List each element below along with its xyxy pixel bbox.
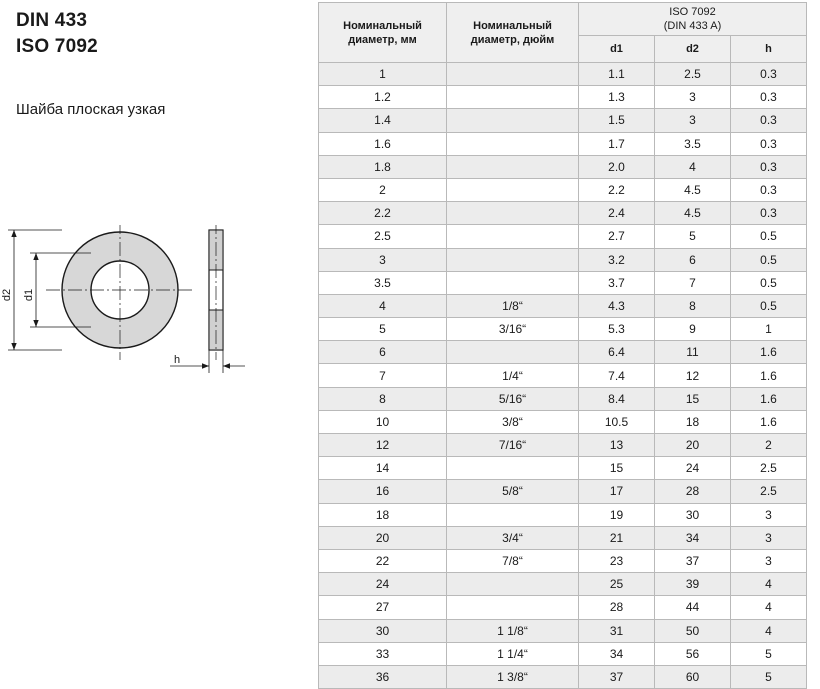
cell-nominal-in: [447, 202, 579, 225]
cell-nominal-in: 1/8“: [447, 294, 579, 317]
dimension-label-d2: d2: [1, 288, 13, 302]
cell-d2: 3.5: [655, 132, 731, 155]
cell-h: 3: [731, 549, 807, 572]
table-row: [319, 619, 807, 642]
specification-table: [318, 2, 807, 689]
cell-d1: 34: [579, 642, 655, 665]
table-row: [319, 294, 807, 317]
cell-nominal-mm: 7: [319, 364, 447, 387]
table-row: [319, 202, 807, 225]
cell-d2: 56: [655, 642, 731, 665]
cell-d2: 50: [655, 619, 731, 642]
cell-h: 1.6: [731, 341, 807, 364]
cell-d2: 3: [655, 109, 731, 132]
table-header: [319, 3, 807, 63]
table-row: [319, 457, 807, 480]
cell-nominal-in: 1/4“: [447, 364, 579, 387]
table-row: [319, 387, 807, 410]
cell-nominal-in: [447, 178, 579, 201]
standard-din: DIN 433: [16, 10, 88, 31]
cell-d2: 4: [655, 155, 731, 178]
cell-d1: 31: [579, 619, 655, 642]
cell-nominal-in: 1 1/4“: [447, 642, 579, 665]
cell-d1: 3.7: [579, 271, 655, 294]
cell-h: 0.5: [731, 248, 807, 271]
left-info-panel: [0, 0, 318, 641]
header-nominal-inch: [447, 3, 579, 63]
cell-h: 1.6: [731, 410, 807, 433]
header-nominal-mm-line1: Номинальный: [343, 19, 422, 32]
cell-d2: 44: [655, 596, 731, 619]
dimension-label-d1: d1: [23, 288, 35, 302]
cell-h: 4: [731, 596, 807, 619]
table-row: [319, 573, 807, 596]
table-row: [319, 503, 807, 526]
cell-h: 5: [731, 642, 807, 665]
table-row: [319, 248, 807, 271]
table-row: [319, 271, 807, 294]
cell-d2: 34: [655, 526, 731, 549]
washer-side-section-view: [209, 225, 223, 360]
cell-nominal-mm: 16: [319, 480, 447, 503]
cell-h: 0.3: [731, 86, 807, 109]
cell-nominal-mm: 30: [319, 619, 447, 642]
cell-nominal-in: 3/8“: [447, 410, 579, 433]
header-nominal-inch-line1: Номинальный: [473, 19, 552, 32]
cell-h: 0.3: [731, 132, 807, 155]
cell-nominal-mm: 1: [319, 63, 447, 86]
cell-h: 1: [731, 318, 807, 341]
cell-d2: 18: [655, 410, 731, 433]
cell-d2: 24: [655, 457, 731, 480]
table-body: [319, 63, 807, 689]
cell-d2: 15: [655, 387, 731, 410]
header-d1: d1: [579, 36, 655, 63]
cell-nominal-in: [447, 109, 579, 132]
cell-d1: 2.0: [579, 155, 655, 178]
product-subtitle: Шайба плоская узкая: [16, 101, 166, 118]
cell-d2: 8: [655, 294, 731, 317]
cell-d2: 37: [655, 549, 731, 572]
cell-d1: 10.5: [579, 410, 655, 433]
table-row: [319, 132, 807, 155]
specification-table-wrap: [318, 2, 814, 689]
cell-d1: 3.2: [579, 248, 655, 271]
cell-d1: 1.7: [579, 132, 655, 155]
cell-nominal-in: [447, 132, 579, 155]
cell-d1: 2.2: [579, 178, 655, 201]
cell-nominal-mm: 1.4: [319, 109, 447, 132]
table-row: [319, 341, 807, 364]
cell-d1: 1.1: [579, 63, 655, 86]
cell-nominal-mm: 36: [319, 665, 447, 688]
cell-d1: 19: [579, 503, 655, 526]
cell-nominal-in: 5/8“: [447, 480, 579, 503]
cell-h: 0.3: [731, 202, 807, 225]
cell-d2: 60: [655, 665, 731, 688]
cell-nominal-in: 5/16“: [447, 387, 579, 410]
cell-nominal-mm: 33: [319, 642, 447, 665]
washer-front-view: [46, 225, 194, 360]
cell-d2: 7: [655, 271, 731, 294]
cell-d1: 28: [579, 596, 655, 619]
cell-d2: 2.5: [655, 63, 731, 86]
table-row: [319, 109, 807, 132]
cell-d2: 5: [655, 225, 731, 248]
cell-d1: 4.3: [579, 294, 655, 317]
cell-d1: 25: [579, 573, 655, 596]
cell-nominal-mm: 4: [319, 294, 447, 317]
cell-nominal-in: [447, 271, 579, 294]
standard-iso: ISO 7092: [16, 36, 98, 57]
header-standard-group: [579, 3, 807, 36]
table-row: [319, 642, 807, 665]
table-row: [319, 596, 807, 619]
cell-nominal-mm: 1.8: [319, 155, 447, 178]
cell-nominal-mm: 1.6: [319, 132, 447, 155]
cell-nominal-mm: 27: [319, 596, 447, 619]
cell-nominal-in: [447, 341, 579, 364]
cell-h: 0.5: [731, 225, 807, 248]
cell-d1: 5.3: [579, 318, 655, 341]
cell-d2: 4.5: [655, 202, 731, 225]
cell-nominal-mm: 14: [319, 457, 447, 480]
cell-nominal-in: 3/16“: [447, 318, 579, 341]
cell-nominal-mm: 20: [319, 526, 447, 549]
cell-nominal-mm: 3: [319, 248, 447, 271]
header-nominal-mm-line2: диаметр, мм: [348, 33, 417, 46]
cell-nominal-in: 1 1/8“: [447, 619, 579, 642]
cell-h: 4: [731, 573, 807, 596]
table-row: [319, 480, 807, 503]
cell-nominal-mm: 5: [319, 318, 447, 341]
cell-h: 3: [731, 503, 807, 526]
cell-d2: 4.5: [655, 178, 731, 201]
cell-d1: 37: [579, 665, 655, 688]
dimension-label-h: h: [174, 354, 181, 366]
cell-nominal-mm: 12: [319, 434, 447, 457]
cell-nominal-in: [447, 457, 579, 480]
header-standard-group-line2: (DIN 433 A): [663, 20, 722, 32]
cell-nominal-in: [447, 225, 579, 248]
header-nominal-inch-line2: диаметр, дюйм: [470, 33, 555, 46]
cell-nominal-in: [447, 248, 579, 271]
header-d2: d2: [655, 36, 731, 63]
table-row: [319, 526, 807, 549]
dimension-lines-h: [170, 350, 245, 373]
cell-d1: 2.7: [579, 225, 655, 248]
table-row: [319, 410, 807, 433]
cell-nominal-in: [447, 596, 579, 619]
cell-d2: 11: [655, 341, 731, 364]
cell-h: 0.3: [731, 155, 807, 178]
cell-nominal-in: [447, 86, 579, 109]
cell-nominal-mm: 2.2: [319, 202, 447, 225]
cell-d1: 1.3: [579, 86, 655, 109]
cell-nominal-in: [447, 155, 579, 178]
table-row: [319, 155, 807, 178]
cell-nominal-mm: 10: [319, 410, 447, 433]
cell-h: 4: [731, 619, 807, 642]
cell-d1: 13: [579, 434, 655, 457]
cell-nominal-mm: 8: [319, 387, 447, 410]
table-row: [319, 364, 807, 387]
cell-h: 0.3: [731, 109, 807, 132]
header-nominal-mm: [319, 3, 447, 63]
cell-nominal-mm: 3.5: [319, 271, 447, 294]
cell-d1: 21: [579, 526, 655, 549]
cell-d1: 1.5: [579, 109, 655, 132]
cell-h: 0.5: [731, 271, 807, 294]
washer-technical-drawing: [0, 225, 318, 415]
cell-nominal-mm: 18: [319, 503, 447, 526]
header-h: h: [731, 36, 807, 63]
table-row: [319, 434, 807, 457]
cell-h: 0.5: [731, 294, 807, 317]
cell-h: 1.6: [731, 364, 807, 387]
cell-nominal-mm: 24: [319, 573, 447, 596]
table-row: [319, 225, 807, 248]
cell-h: 0.3: [731, 63, 807, 86]
cell-d2: 6: [655, 248, 731, 271]
standard-title: [16, 8, 98, 60]
cell-d2: 12: [655, 364, 731, 387]
table-row: [319, 86, 807, 109]
cell-nominal-mm: 1.2: [319, 86, 447, 109]
cell-h: 3: [731, 526, 807, 549]
cell-nominal-mm: 2: [319, 178, 447, 201]
cell-nominal-in: [447, 63, 579, 86]
cell-d1: 7.4: [579, 364, 655, 387]
cell-nominal-in: [447, 503, 579, 526]
header-standard-group-line1: ISO 7092: [669, 6, 716, 18]
cell-h: 2.5: [731, 457, 807, 480]
cell-nominal-in: 7/16“: [447, 434, 579, 457]
cell-h: 5: [731, 665, 807, 688]
cell-nominal-mm: 2.5: [319, 225, 447, 248]
cell-nominal-mm: 6: [319, 341, 447, 364]
cell-d1: 6.4: [579, 341, 655, 364]
cell-d2: 30: [655, 503, 731, 526]
cell-nominal-in: 7/8“: [447, 549, 579, 572]
cell-h: 0.3: [731, 178, 807, 201]
table-row: [319, 63, 807, 86]
cell-nominal-in: 3/4“: [447, 526, 579, 549]
table-row: [319, 549, 807, 572]
cell-nominal-in: [447, 573, 579, 596]
cell-h: 2.5: [731, 480, 807, 503]
cell-nominal-mm: 22: [319, 549, 447, 572]
cell-d1: 8.4: [579, 387, 655, 410]
cell-d2: 28: [655, 480, 731, 503]
cell-d1: 2.4: [579, 202, 655, 225]
cell-h: 2: [731, 434, 807, 457]
table-row: [319, 178, 807, 201]
cell-d1: 17: [579, 480, 655, 503]
cell-d2: 9: [655, 318, 731, 341]
cell-d2: 3: [655, 86, 731, 109]
cell-d1: 23: [579, 549, 655, 572]
table-row: [319, 665, 807, 688]
cell-h: 1.6: [731, 387, 807, 410]
cell-d2: 20: [655, 434, 731, 457]
table-row: [319, 318, 807, 341]
cell-nominal-in: 1 3/8“: [447, 665, 579, 688]
cell-d2: 39: [655, 573, 731, 596]
cell-d1: 15: [579, 457, 655, 480]
